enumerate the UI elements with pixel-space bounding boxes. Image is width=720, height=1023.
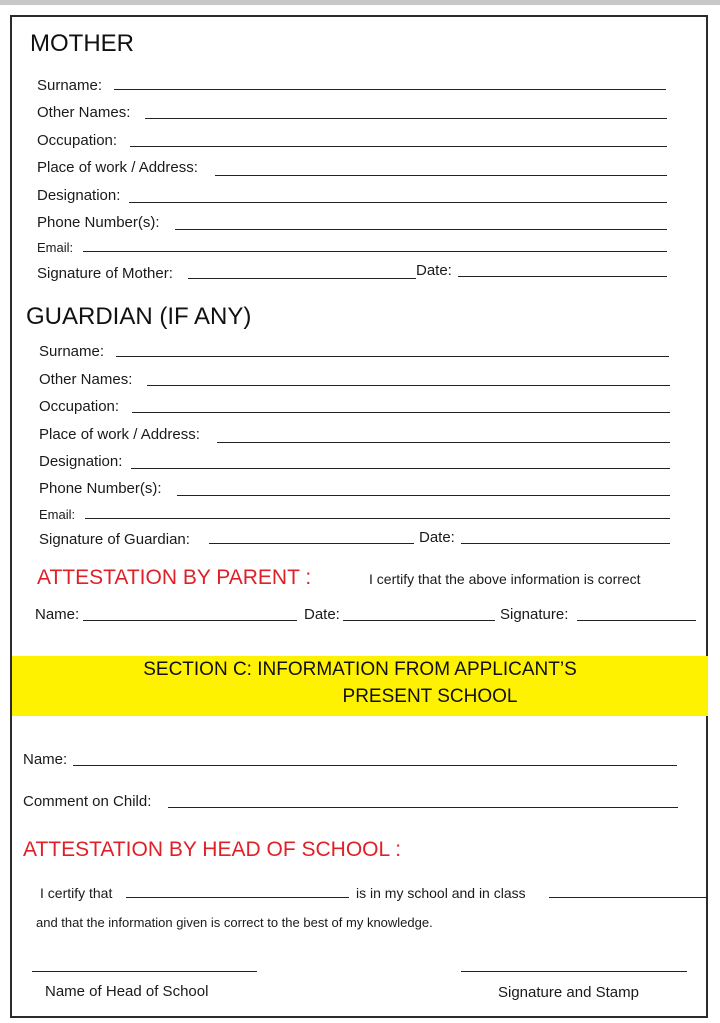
attestation-head-certify-prefix: I certify that [40, 885, 113, 901]
attestation-parent-name-field[interactable] [83, 620, 297, 621]
signature-stamp-label: Signature and Stamp [498, 984, 639, 1001]
guardian-other-names-label: Other Names: [39, 371, 133, 388]
mother-heading: MOTHER [30, 30, 134, 57]
mother-other-names-field[interactable] [145, 118, 667, 119]
guardian-place-of-work-field[interactable] [217, 442, 670, 443]
guardian-date-field[interactable] [461, 543, 670, 544]
guardian-surname-label: Surname: [39, 343, 105, 360]
guardian-heading: GUARDIAN (IF ANY) [26, 303, 252, 330]
attestation-parent-statement: I certify that the above information is correct [369, 571, 641, 587]
guardian-surname-field[interactable] [116, 356, 669, 357]
attestation-parent-heading: ATTESTATION BY PARENT : [37, 566, 312, 589]
section-c-name-field[interactable] [73, 765, 677, 766]
mother-designation-label: Designation: [37, 187, 121, 204]
mother-email-field[interactable] [83, 251, 667, 252]
mother-designation-field[interactable] [129, 202, 667, 203]
mother-signature-label: Signature of Mother: [37, 265, 173, 282]
attestation-head-heading: ATTESTATION BY HEAD OF SCHOOL : [23, 838, 402, 861]
guardian-designation-field[interactable] [131, 468, 670, 469]
guardian-place-of-work-label: Place of work / Address: [39, 426, 200, 443]
head-name-label: Name of Head of School [45, 983, 209, 1000]
guardian-occupation-label: Occupation: [39, 398, 120, 415]
section-c-comment-field[interactable] [168, 807, 678, 808]
attestation-parent-date-field[interactable] [343, 620, 495, 621]
guardian-email-field[interactable] [85, 518, 670, 519]
attestation-parent-date-label: Date: [304, 606, 340, 623]
section-c-name-label: Name: [23, 751, 68, 768]
section-c-title-line1: SECTION C: INFORMATION FROM APPLICANT’S [143, 659, 577, 680]
mother-surname-label: Surname: [37, 77, 103, 94]
guardian-date-label: Date: [419, 529, 455, 546]
attestation-head-child-name-field[interactable] [126, 897, 349, 898]
mother-place-of-work-field[interactable] [215, 175, 667, 176]
guardian-phone-field[interactable] [177, 495, 670, 496]
mother-occupation-label: Occupation: [37, 132, 118, 149]
mother-surname-field[interactable] [114, 89, 666, 90]
guardian-email-label: Email: [39, 507, 76, 522]
section-c-comment-label: Comment on Child: [23, 793, 152, 810]
guardian-designation-label: Designation: [39, 453, 123, 470]
guardian-other-names-field[interactable] [147, 385, 670, 386]
mother-occupation-field[interactable] [130, 146, 667, 147]
signature-stamp-line[interactable] [461, 971, 687, 972]
head-name-signature-line[interactable] [32, 971, 257, 972]
attestation-head-certify-middle: is in my school and in class [356, 885, 526, 901]
mother-date-field[interactable] [458, 276, 667, 277]
mother-signature-field[interactable] [188, 278, 416, 279]
mother-other-names-label: Other Names: [37, 104, 131, 121]
attestation-parent-signature-field[interactable] [577, 620, 696, 621]
mother-phone-field[interactable] [175, 229, 667, 230]
guardian-phone-label: Phone Number(s): [39, 480, 162, 497]
attestation-head-certify-rest: and that the information given is correct to the best of my knowledge. [36, 915, 433, 930]
attestation-parent-name-label: Name: [35, 606, 80, 623]
top-bar [0, 0, 720, 5]
guardian-signature-field[interactable] [209, 543, 414, 544]
mother-email-label: Email: [37, 240, 74, 255]
mother-phone-label: Phone Number(s): [37, 214, 160, 231]
attestation-parent-signature-label: Signature: [500, 606, 569, 623]
guardian-occupation-field[interactable] [132, 412, 670, 413]
section-c-title-line2: PRESENT SCHOOL [342, 686, 518, 707]
mother-date-label: Date: [416, 262, 452, 279]
mother-place-of-work-label: Place of work / Address: [37, 159, 198, 176]
guardian-signature-label: Signature of Guardian: [39, 531, 190, 548]
attestation-head-class-field[interactable] [549, 897, 708, 898]
